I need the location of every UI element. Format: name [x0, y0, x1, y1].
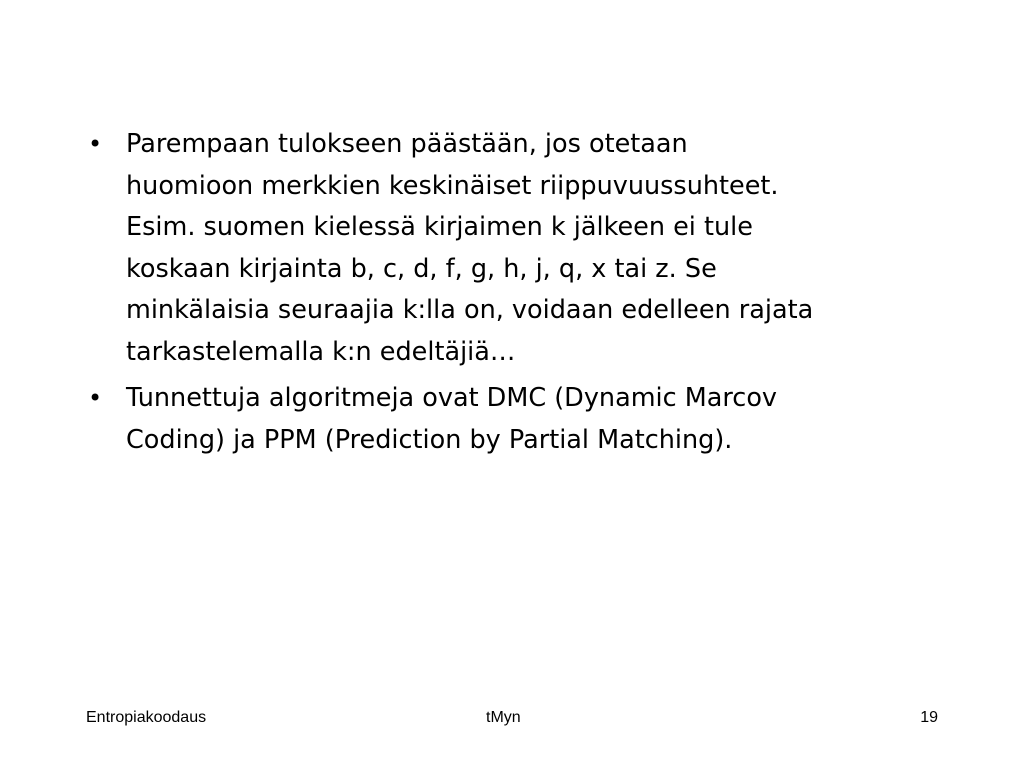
bullet-line: Esim. suomen kielessä kirjaimen k jälkeen ei tule — [126, 212, 753, 242]
bullet-item — [86, 124, 946, 373]
bullet-line: koskaan kirjainta b, c, d, f, g, h, j, q, x tai z. Se — [126, 253, 717, 284]
bullet-line: tarkastelemalla k:n edeltäjiä… — [126, 336, 516, 367]
footer-author: tMyn — [486, 709, 521, 726]
bullet-list — [86, 124, 946, 466]
bullet-line: Parempaan tulokseen päästään, jos otetaan — [126, 129, 688, 159]
bullet-item — [86, 378, 946, 461]
bullet-line: minkälaisia seuraajia k:lla on, voidaan edelleen rajata — [126, 295, 814, 325]
bullet-line: huomioon merkkien keskinäiset riippuvuussuhteet. — [126, 170, 779, 201]
bullet-line: Coding) ja PPM (Prediction by Partial Matching). — [126, 424, 733, 455]
bullet-line: Tunnettuja algoritmeja ovat DMC (Dynamic Marcov — [126, 383, 778, 413]
footer-title: Entropiakoodaus — [86, 709, 207, 726]
page-number: 19 — [920, 709, 938, 726]
